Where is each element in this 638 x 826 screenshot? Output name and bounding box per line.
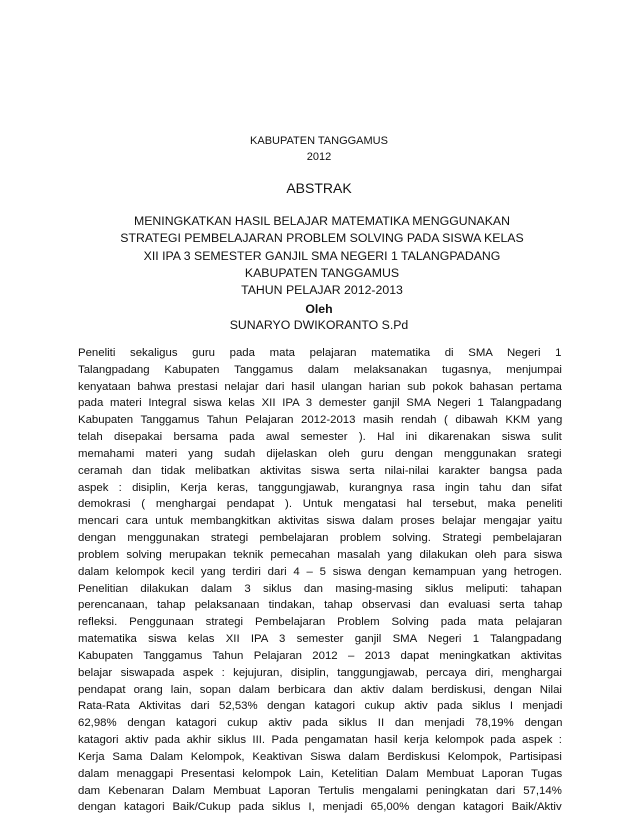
title-line: XII IPA 3 SEMESTER GANJIL SMA NEGERI 1 TALANGPADANG (143, 248, 501, 263)
abstract-line: kenyataan bahwa prestasi nelajar dari hasil ulangan harian sub pokok bahasan pertama (78, 380, 562, 393)
abstract-line: demokrasi ( menghargai pendapat ). Untuk mengatasi hal tersebut, maka peneliti (78, 498, 562, 511)
abstract-line: pada materi Integral siswa kelas XII IPA 3 demester ganjil SMA Negeri 1 Talangpadang (78, 397, 562, 410)
abstract-line: Peneliti sekaligus guru pada mata pelajaran matematika di SMA Negeri 1 (78, 347, 562, 359)
title-line: KABUPATEN TANGGAMUS (244, 265, 400, 280)
abstract-body (78, 345, 562, 816)
abstract-line: katagori aktiv pada akhir siklus III. Pada pengamatan hasil kerja kelompok pada aspek : (78, 734, 562, 747)
thesis-title (80, 213, 564, 299)
abstract-line: perencanaan, tahap pelaksanaan tindakan, tahap observasi dan evaluasi serta tahap (78, 599, 562, 612)
title-line: MENINGKATKAN HASIL BELAJAR MATEMATIKA MENGGUNAKAN (133, 214, 511, 228)
author-name: SUNARYO DWIKORANTO S.Pd (229, 318, 409, 332)
abstract-line: mencari cara untuk membangkitkan aktivitas siswa dalam proses belajar mengajar yaitu (78, 515, 562, 528)
abstract-line: ceramah dan tidak melibatkan aktivitas siswa serta nilai-nilai karakter bangsa pada (78, 464, 562, 477)
abstract-line: 62,98% dengan katagori cukup aktiv pada siklus II dan menjadi 78,19% dengan (78, 717, 562, 730)
abstract-line: pendapat orang lain, sopan dalam berbicara dan aktiv dalam berdiskusi, dengan Nilai (78, 683, 562, 696)
section-title: ABSTRAK (286, 180, 352, 196)
abstract-line: Rata-Rata Aktivitas dari 52,53% dengan katagori cukup aktiv pada siklus I menjadi (78, 700, 562, 713)
title-line: TAHUN PELAJAR 2012-2013 (241, 283, 403, 298)
abstract-line: problem solving merupakan teknik pemecahan masalah yang dilakukan oleh para siswa (78, 548, 562, 561)
abstract-line: Talangpadang Kabupaten Tanggamus dalam melaksanakan tugasnya, menjumpai (78, 363, 562, 376)
abstract-line: refleksi. Penggunaan strategi Pembelajaran Problem Solving pada mata pelajaran (78, 616, 562, 629)
abstract-line: memahami materi yang sudah dijelaskan oleh guru dengan menggunakan srategi (78, 447, 562, 460)
region-heading: KABUPATEN TANGGAMUS (250, 135, 388, 147)
year-heading: 2012 (306, 151, 332, 163)
abstract-line: dalam menaggapi Presentasi kelompok Lain, Ketelitian Dalam Membuat Laporan Tugas (78, 767, 562, 780)
abstract-line: dengan menggunakan strategi pembelajaran problem solving. Strategi pembelajaran (78, 532, 562, 545)
abstract-line: dengan katagori Baik/Cukup pada siklus I, menjadi 65,00% dengan katagori Baik/Aktiv (78, 801, 562, 814)
abstract-line: telah disepakai bersama pada awal semester ). Hal ini dikarenakan siswa sulit (78, 431, 562, 444)
abstract-line: aspek : disiplin, Kerja keras, tanggungjawab, kurangnya rasa ingin tahu dan sifat (78, 481, 562, 494)
abstract-line: Penelitian dilakukan dalam 3 siklus dan masing-masing siklus meliputi: tahapan (78, 582, 562, 595)
abstract-line: belajar siswapada aspek : kejujuran, disiplin, tanggungjawab, percaya diri, menghargai (78, 666, 562, 679)
abstract-line: dam Kebenaran Dalam Membuat Laporan Tertulis mengalami peningkatan dari 57,14% (78, 784, 562, 797)
abstract-line: dalam kelompok kecil yang terdiri dari 4 – 5 siswa dengan kemampuan yang hetrogen. (78, 565, 562, 578)
abstract-line: Kerja Sama Dalam Kelompok, Keaktivan Siswa dalam Berdiskusi Kelompok, Partisipasi (78, 750, 562, 763)
abstract-line: Kabupaten Tanggamus Tahun Pelajaran 2012-2013 masih rendah ( dibawah KKM yang (78, 414, 562, 427)
abstract-line: Kabupaten Tanggamus Tahun Pelajaran 2012 – 2013 dapat meningkatkan aktivitas (78, 649, 562, 662)
abstract-line: matematika siswa kelas XII IPA 3 semester ganjil SMA Negeri 1 Talangpadang (78, 633, 562, 646)
byline-label: Oleh (305, 302, 333, 316)
title-line: STRATEGI PEMBELAJARAN PROBLEM SOLVING PADA SISWA KELAS (120, 231, 524, 246)
